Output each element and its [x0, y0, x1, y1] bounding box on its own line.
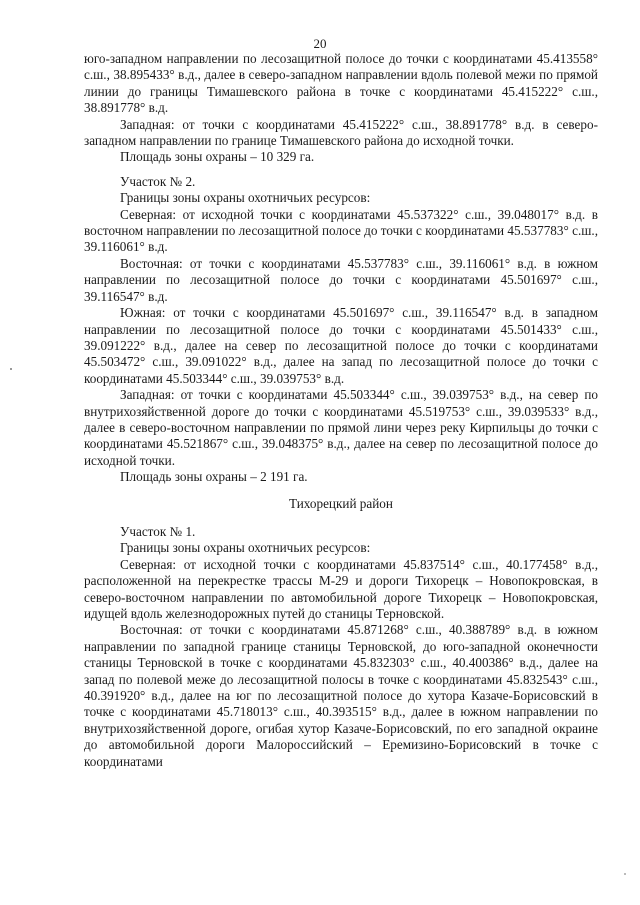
paragraph-west-boundary: Западная: от точки с координатами 45.415222° с.ш., 38.891778° в.д. в северо-западном направлении по границе Тимашевского района до исходной точки. — [84, 116, 598, 149]
paragraph-north-boundary: Северная: от исходной точки с координатами 45.537322° с.ш., 39.048017° в.д. в восточном направлении по лесозащитной полосе до точки с координатами 45.537783° с.ш., 39.116061° в.д. — [84, 206, 598, 255]
document-body — [84, 51, 598, 770]
section-heading: Участок № 2. — [120, 173, 196, 189]
paragraph-area: Площадь зоны охраны – 10 329 га. — [120, 149, 315, 165]
paragraph-boundaries-heading: Границы зоны охраны охотничьих ресурсов: — [120, 540, 371, 556]
page-number: 20 — [313, 36, 327, 51]
paragraph-boundaries-heading: Границы зоны охраны охотничьих ресурсов: — [120, 190, 371, 206]
section-heading: Участок № 1. — [120, 523, 196, 539]
paragraph-north-boundary: Северная: от исходной точки с координатами 45.837514° с.ш., 40.177458° в.д., расположенной на перекрестке трассы М-29 и дороги Тихорецк – Новопокровская, в северо-восточном направлении по автомобильной дороге Тихорецк – Новопокровская, идущей вдоль железнодорожных путей до станицы Терновской. — [84, 556, 598, 621]
paragraph-area: Площадь зоны охраны – 2 191 га. — [120, 469, 308, 485]
district-heading: Тихорецкий район — [289, 495, 393, 511]
paragraph-south-boundary: Южная: от точки с координатами 45.501697° с.ш., 39.116547° в.д. в западном направлении по лесозащитной полосе до точки с координатами 45.501433° с.ш., 39.091222° в.д., далее на север по лесозащитной полосе до точки с координатами 45.503472° с.ш., 39.091022° в.д., далее на запад по лесозащитной полосе до точки с координатами 45.503344° с.ш., 39.039753° в.д. — [84, 305, 598, 386]
margin-dot — [10, 368, 12, 370]
corner-dot — [624, 873, 626, 875]
paragraph-east-boundary: Восточная: от точки с координатами 45.871268° с.ш., 40.388789° в.д. в южном направлении по западной границе станицы Терновской, до юго-западной оконечности станицы Терновской в точке с координатами 45.832303° с.ш., 40.400386° в.д., далее на запад по полевой меже до лесозащитной полосы в точке с координатами 45.832543° с.ш., 40.391920° в.д., далее на юг по лесозащитной полосе до хутора Казаче-Борисовский в точке с координатами 45.718013° с.ш., 40.393515° в.д., далее в южном направлении по внутрихозяйственной дороге, огибая хутор Казаче-Борисовский, по его западной окраине до автомобильной дороги Малороссийский – Еремизино-Борисовский в точке с координатами — [84, 622, 598, 769]
paragraph-east-boundary: Восточная: от точки с координатами 45.537783° с.ш., 39.116061° в.д. в южном направлении по лесозащитной полосе до точки с координатами 45.501697° с.ш., 39.116547° в.д. — [84, 255, 598, 304]
paragraph-continuation: юго-западном направлении по лесозащитной полосе до точки с координатами 45.413558° с.ш., 38.895433° в.д., далее в северо-западном направлении вдоль полевой межи по прямой линии до границы Тимашевского района в точке с координатами 45.415222° с.ш., 38.891778° в.д. — [84, 51, 598, 116]
paragraph-west-boundary: Западная: от точки с координатами 45.503344° с.ш., 39.039753° в.д., на север по внутрихозяйственной дороге до точки с координатами 45.519753° с.ш., 39.039533° в.д., далее в северо-восточном направлении по прямой лини через реку Кирпильцы до точки с координатами 45.521867° с.ш., 39.048375° в.д., далее на север по лесозащитной полосе до исходной точки. — [84, 387, 598, 468]
